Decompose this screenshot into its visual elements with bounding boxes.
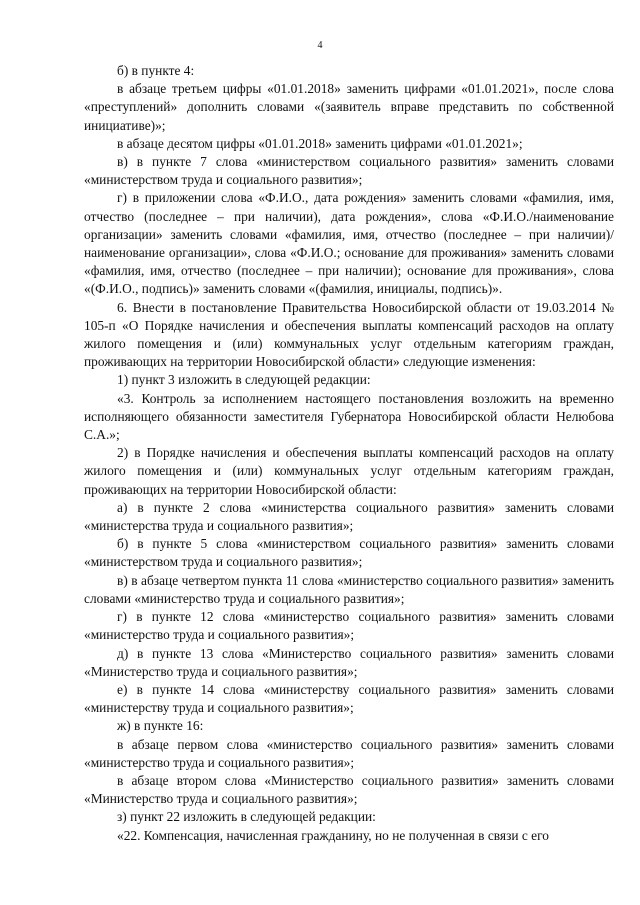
paragraph: д) в пункте 13 слова «Министерство социального развития» заменить словами «Министерство труда и социального развития»; bbox=[84, 645, 614, 679]
paragraph: в абзаце третьем цифры «01.01.2018» заменить цифрами «01.01.2021», после слова «преступлений» дополнить словами «(заявитель вправе представить по собственной инициативе)»; bbox=[84, 81, 614, 133]
paragraph: «3. Контроль за исполнением настоящего постановления возложить на временно исполняющего обязанности заместителя Губернатора Новосибирской области Нелюбова С.А.»; bbox=[84, 390, 614, 443]
paragraph: г) в приложении слова «Ф.И.О., дата рождения» заменить словами «фамилия, имя, отчество (последнее – при наличии), дата рождения», слова «Ф.И.О./наименование организации» заменить словами «фамилия, имя, отчество (последнее – при наличии)/наименование организации», слова «Ф.И.О.; основание для проживания» заменить словами «фамилия, имя, отчество (последнее – при наличии); основание для проживания», слова «(Ф.И.О., подпись)» заменить словами «(фамилия, инициалы, подпись)». bbox=[84, 190, 614, 297]
paragraph: а) в пункте 2 слова «министерства социального развития» заменить словами «министерства труда и социального развития»; bbox=[84, 499, 614, 534]
paragraph: в абзаце первом слова «министерство социального развития» заменить словами «министерство труда и социального развития»; bbox=[84, 736, 614, 770]
paragraph: в абзаце десятом цифры «01.01.2018» заменить цифрами «01.01.2021»; bbox=[117, 135, 523, 151]
paragraph: з) пункт 22 изложить в следующей редакции: bbox=[117, 809, 376, 825]
paragraph: 1) пункт 3 изложить в следующей редакции: bbox=[117, 372, 371, 388]
paragraph: е) в пункте 14 слова «министерству социального развития» заменить словами «министерству труда и социального развития»; bbox=[84, 681, 614, 716]
page-number: 4 bbox=[317, 40, 323, 51]
paragraph: б) в пункте 5 слова «министерством социального развития» заменить словами «министерством труда и социального развития»; bbox=[84, 536, 614, 570]
paragraph: 2) в Порядке начисления и обеспечения выплаты компенсаций расходов на оплату жилого помещения и (или) коммунальных услуг отдельным категориям граждан, проживающих на территории Новосибирской области: bbox=[84, 445, 614, 497]
paragraph: в абзаце втором слова «Министерство социального развития» заменить словами «Министерство труда и социального развития»; bbox=[84, 772, 614, 807]
paragraph: 6. Внести в постановление Правительства Новосибирской области от 19.03.2014 № 105-п «О Порядке начисления и обеспечения выплаты компенсаций расходов на оплату жилого помещения и (или) коммунальных услуг отдельным категориям граждан, проживающих на территории Новосибирской области» следующие изменения: bbox=[84, 299, 614, 370]
paragraph: в) в пункте 7 слова «министерством социального развития» заменить словами «министерством труда и социального развития»; bbox=[84, 154, 614, 188]
paragraph: б) в пункте 4: bbox=[117, 63, 195, 78]
document-body bbox=[84, 62, 614, 845]
paragraph: в) в абзаце четвертом пункта 11 слова «министерство социального развития» заменить словами «министерство труда и социального развития»; bbox=[84, 572, 614, 606]
paragraph: «22. Компенсация, начисленная гражданину, но не полученная в связи с его bbox=[117, 827, 549, 843]
paragraph: г) в пункте 12 слова «министерство социального развития» заменить словами «министерство труда и социального развития»; bbox=[84, 609, 614, 643]
paragraph: ж) в пункте 16: bbox=[117, 718, 204, 734]
